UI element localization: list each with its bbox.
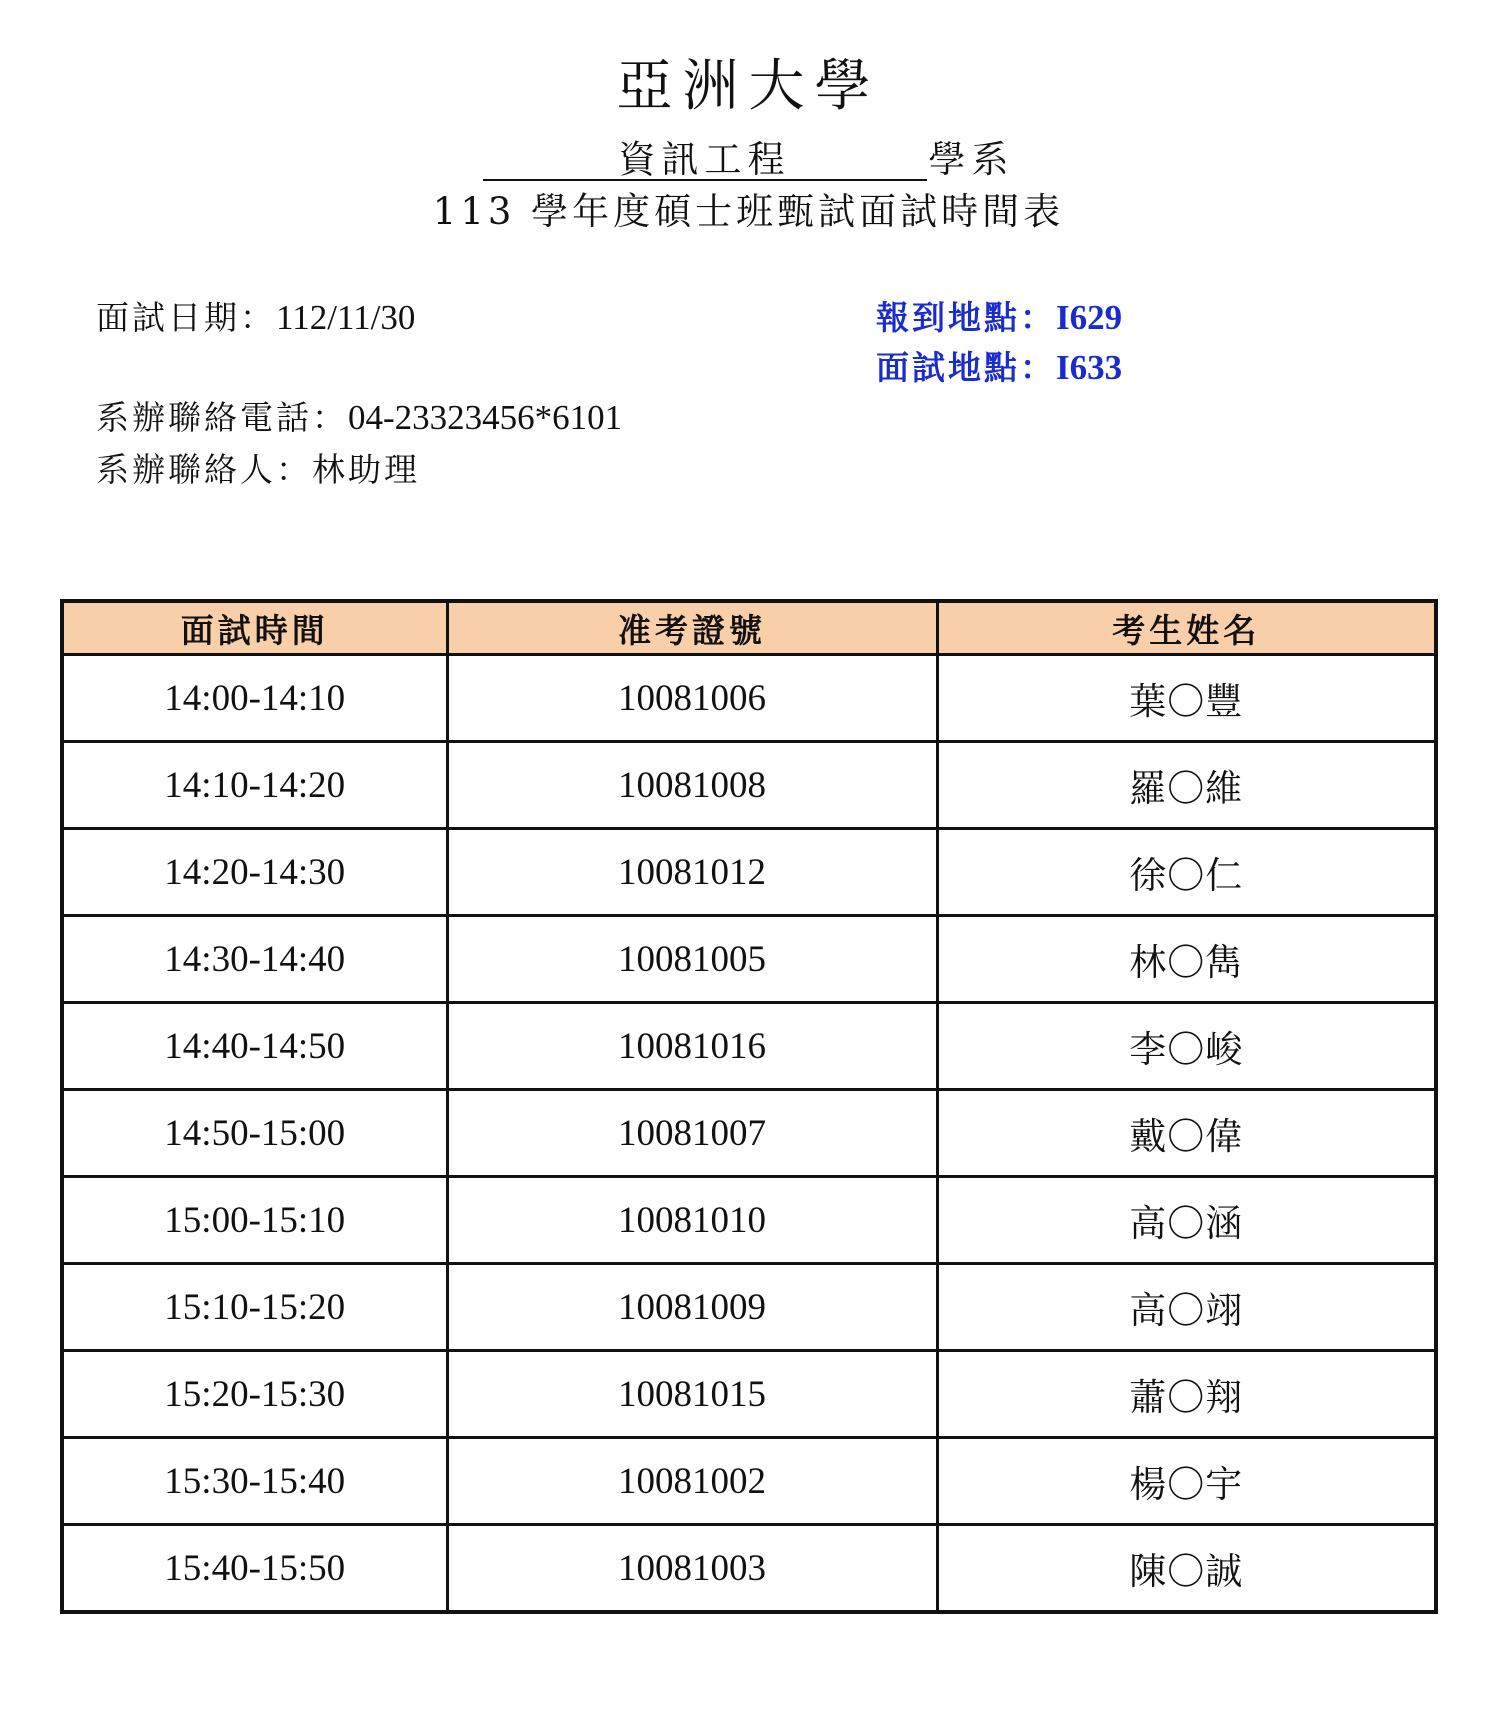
candidate-name-cell: 陳〇誠 [937,1525,1436,1613]
candidate-name-cell: 徐〇仁 [937,829,1436,916]
candidate-name-cell: 林〇雋 [937,916,1436,1003]
table-row [62,1264,1436,1351]
interview-schedule-table [60,599,1438,1614]
table-row [62,1351,1436,1438]
department-suffix: 學系 [928,138,1015,181]
header-candidate-name: 考生姓名 [937,601,1436,655]
header-interview-time: 面試時間 [62,601,447,655]
candidate-name-cell: 李〇峻 [937,1003,1436,1090]
interview-time-cell: 14:50-15:00 [62,1090,447,1177]
interview-location [876,346,1122,390]
header-admission-number: 准考證號 [447,601,937,655]
schedule-subtitle: 113 學年度碩士班甄試面試時間表 [432,190,1065,233]
interview-time-cell: 14:40-14:50 [62,1003,447,1090]
table-row [62,1438,1436,1525]
candidate-name-cell: 戴〇偉 [937,1090,1436,1177]
interview-location-label: 面試地點： [876,348,1056,387]
table-row [62,655,1436,742]
table-header-row [62,601,1436,655]
admission-number-cell: 10081016 [447,1003,937,1090]
table-row [62,1090,1436,1177]
interview-time-cell: 15:20-15:30 [62,1351,447,1438]
interview-time-cell: 14:10-14:20 [62,742,447,829]
table-row [62,742,1436,829]
office-phone-label: 系辦聯絡電話： [96,398,348,437]
office-phone [96,396,622,440]
candidate-name-cell: 楊〇宇 [937,1438,1436,1525]
interview-date-value: 112/11/30 [276,298,416,337]
admission-number-cell: 10081007 [447,1090,937,1177]
office-phone-value: 04-23323456*6101 [348,398,623,437]
table-row [62,1003,1436,1090]
table-row [62,916,1436,1003]
interview-time-cell: 14:30-14:40 [62,916,447,1003]
office-contact: 系辦聯絡人：林助理 [96,450,420,489]
admission-number-cell: 10081008 [447,742,937,829]
department-line [0,136,1497,184]
admission-number-cell: 10081015 [447,1351,937,1438]
table-row [62,1177,1436,1264]
checkin-location-value: I629 [1056,298,1123,337]
admission-number-cell: 10081006 [447,655,937,742]
admission-number-cell: 10081010 [447,1177,937,1264]
candidate-name-cell: 高〇涵 [937,1177,1436,1264]
interview-date-label: 面試日期： [96,298,276,337]
admission-number-cell: 10081002 [447,1438,937,1525]
checkin-location-label: 報到地點： [876,298,1056,337]
candidate-name-cell: 羅〇維 [937,742,1436,829]
admission-number-cell: 10081009 [447,1264,937,1351]
department-name: 資訊工程 [483,141,927,181]
checkin-location [876,296,1122,340]
table-row [62,1525,1436,1613]
interview-time-cell: 14:20-14:30 [62,829,447,916]
admission-number-cell: 10081012 [447,829,937,916]
candidate-name-cell: 高〇翊 [937,1264,1436,1351]
interview-date [96,296,415,340]
interview-location-value: I633 [1056,348,1123,387]
admission-number-cell: 10081005 [447,916,937,1003]
interview-time-cell: 15:30-15:40 [62,1438,447,1525]
candidate-name-cell: 蕭〇翔 [937,1351,1436,1438]
university-title: 亞洲大學 [616,54,881,119]
interview-time-cell: 15:40-15:50 [62,1525,447,1613]
candidate-name-cell: 葉〇豐 [937,655,1436,742]
admission-number-cell: 10081003 [447,1525,937,1613]
interview-time-cell: 15:00-15:10 [62,1177,447,1264]
interview-time-cell: 15:10-15:20 [62,1264,447,1351]
interview-time-cell: 14:00-14:10 [62,655,447,742]
table-row [62,829,1436,916]
